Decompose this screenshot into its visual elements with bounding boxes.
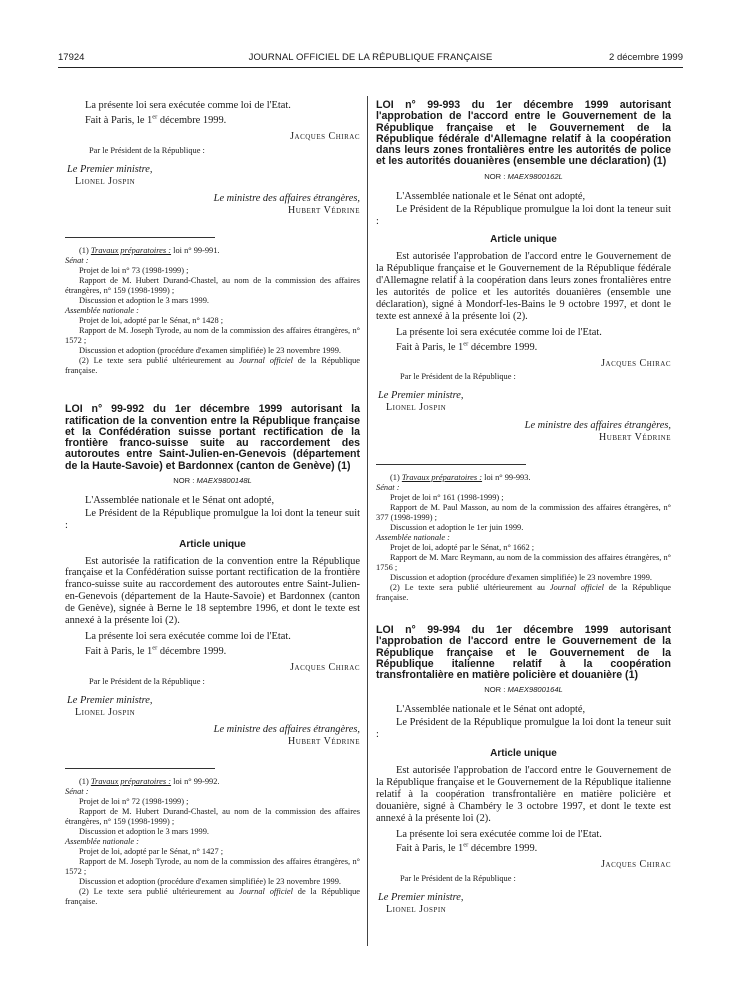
left-column [65, 100, 360, 907]
article-heading: Article unique [179, 538, 246, 550]
footnote-separator [65, 237, 215, 238]
pm-title: Le Premier ministre, [67, 163, 153, 175]
pm-name: Lionel Jospin [386, 402, 447, 414]
adoption-line: L'Assemblée nationale et le Sénat ont adopté, [396, 190, 586, 202]
minister-title: Le ministre des affaires étrangères, [213, 724, 360, 736]
right-column [376, 100, 671, 916]
page-number: 17924 [58, 52, 85, 63]
footnote-separator [65, 768, 215, 769]
journal-title: JOURNAL OFFICIEL DE LA RÉPUBLIQUE FRANÇAISE [248, 52, 493, 63]
fait-a-paris: Fait à Paris, le 1er décembre 1999. [85, 644, 227, 657]
signer-name: Jacques Chirac [601, 357, 671, 369]
header-rule [58, 67, 683, 68]
by-president: Par le Président de la République : [89, 145, 205, 155]
exec-line: La présente loi sera exécutée comme loi de l'Etat. [396, 326, 602, 338]
adoption-line: L'Assemblée nationale et le Sénat ont adopté, [396, 704, 586, 716]
article-heading: Article unique [490, 748, 557, 760]
footnotes-99-993: (1) Travaux préparatoires : loi n° 99-993. Sénat : Projet de loi n° 161 (1998-1999) ; Rapport de M. Paul Masson, au nom de la commission des affaires étrangères, n° 377 (1998-1999) ; Discussion et adoption le 1er juin 1999. Assemblée nationale : Projet de loi, adopté par le Sénat, n° 1662 ; Rapport de M. Marc Reymann, au nom de la commission des affaires étrangères, n° 1756 ; Discussion et adoption (procédure d'examen simplifiée) le 23 novembre 1999. (2) Le texte sera publié ultérieurement au Journal officiel de la République française. [376, 473, 672, 602]
fait-a-paris: Fait à Paris, le 1er décembre 1999. [85, 113, 227, 126]
adoption-line: L'Assemblée nationale et le Sénat ont adopté, [85, 494, 275, 506]
exec-line: La présente loi sera exécutée comme loi de l'Etat. [85, 631, 291, 642]
fait-a-paris: Fait à Paris, le 1er décembre 1999. [396, 340, 538, 353]
exec-line: La présente loi sera exécutée comme loi de l'Etat. [85, 100, 291, 111]
fait-a-paris: Fait à Paris, le 1er décembre 1999. [396, 841, 538, 855]
promulgation-line: Le Président de la République promulgue la loi dont la teneur suit : [376, 203, 671, 227]
pm-title: Le Premier ministre, [378, 892, 464, 904]
page-header [58, 52, 683, 66]
law-title-99-994: LOI n° 99-994 du 1er décembre 1999 autorisant l'approbation de l'accord entre le Gouvernement de la République française et le Gouvernement de la République italienne relatif à la coopération transfrontalière en matière policière et douanière (1) [376, 624, 671, 682]
law-title-99-992: LOI n° 99-992 du 1er décembre 1999 autorisant la ratification de la convention entre la République française et la Confédération suisse portant rectification de la frontière franco-suisse suite au raccordement des autoroutes entre Saint-Julien-en-Genevois (département de la Haute-Savoie) et Bardonnex (canton de Genève) (1) [65, 403, 360, 472]
by-president: Par le Président de la République : [400, 874, 516, 884]
pm-name: Lionel Jospin [386, 904, 447, 916]
article-body: Est autorisée l'approbation de l'accord entre le Gouvernement de la République française et le Gouvernement de la République italienne relatif à la coopération transfrontalière en matière policière et douanière, signé à Chambéry le 3 octobre 1997, et dont le texte est annexé à la présente loi (2). [376, 765, 671, 824]
pm-title: Le Premier ministre, [67, 694, 153, 706]
signer-name: Jacques Chirac [290, 130, 360, 142]
law-title-99-993: LOI n° 99-993 du 1er décembre 1999 autorisant l'approbation de l'accord entre le Gouvernement de la République française et le Gouvernement de la République fédérale d'Allemagne relatif à la coopération dans leurs zones frontalières entre les autorités de police et les autorités douanières (ensemble une déclaration) (1) [376, 99, 671, 168]
minister-name: Hubert Védrine [599, 432, 671, 444]
minister-title: Le ministre des affaires étrangères, [213, 193, 360, 205]
pm-title: Le Premier ministre, [378, 390, 464, 402]
article-heading: Article unique [490, 234, 557, 246]
signer-name: Jacques Chirac [601, 859, 671, 871]
pm-name: Lionel Jospin [75, 706, 136, 718]
nor-reference: NOR : MAEX9800164L [484, 685, 563, 695]
footnotes-99-992: (1) Travaux préparatoires : loi n° 99-992. Sénat : Projet de loi n° 72 (1998-1999) ; Rapport de M. Hubert Durand-Chastel, au nom de la commission des affaires étrangères, n° 159 (1998-1999) ; Discussion et adoption le 3 mars 1999. Assemblée nationale : Projet de loi, adopté par le Sénat, n° 1427 ; Rapport de M. Joseph Tyrode, au nom de la commission des affaires étrangères, n° 1572 ; Discussion et adoption (procédure d'examen simplifiée) le 23 novembre 1999. (2) Le texte sera publié ultérieurement au Journal officiel de la République française. [65, 777, 361, 907]
column-divider [367, 96, 368, 946]
footnotes-99-991: (1) Travaux préparatoires : loi n° 99-991. Sénat : Projet de loi n° 73 (1998-1999) ; Rapport de M. Hubert Durand-Chastel, au nom de la commission des affaires étrangères, n° 159 (1998-1999) ; Discussion et adoption le 3 mars 1999. Assemblée nationale : Projet de loi, adopté par le Sénat, n° 1428 ; Rapport de M. Joseph Tyrode, au nom de la commission des affaires étrangères, n° 1572 ; Discussion et adoption (procédure d'examen simplifiée) le 23 novembre 1999. (2) Le texte sera publié ultérieurement au Journal officiel de la République française. [65, 246, 361, 376]
minister-name: Hubert Védrine [288, 736, 360, 748]
pm-name: Lionel Jospin [75, 175, 136, 187]
by-president: Par le Président de la République : [400, 372, 516, 382]
promulgation-line: Le Président de la République promulgue la loi dont la teneur suit : [65, 507, 360, 531]
signer-name: Jacques Chirac [290, 661, 360, 673]
article-body: Est autorisée l'approbation de l'accord entre le Gouvernement de la République française et le Gouvernement de la République fédérale d'Allemagne relatif à la coopération dans leurs zones frontalières entre les autorités de police et les autorités douanières (ensemble une déclaration), signé à Mondorf-les-Bains le 9 octobre 1997, et dont le texte est annexé à la présente loi (2). [376, 251, 671, 322]
exec-line: La présente loi sera exécutée comme loi de l'Etat. [396, 828, 602, 840]
issue-date: 2 décembre 1999 [609, 52, 683, 63]
footnote-separator [376, 464, 526, 465]
by-president: Par le Président de la République : [89, 676, 205, 686]
minister-title: Le ministre des affaires étrangères, [524, 420, 671, 432]
nor-reference: NOR : MAEX9800148L [173, 476, 252, 486]
promulgation-line: Le Président de la République promulgue la loi dont la teneur suit : [376, 717, 671, 741]
article-body: Est autorisée la ratification de la convention entre la République française et la Confédération suisse portant rectification de la frontière franco-suisse suite au raccordement des autoroutes entre Saint-Julien-en-Genevois (département de la Haute-Savoie) et Bardonnex (canton de Genève), signée à Berne le 18 septembre 1996, et dont le texte est annexé à la présente loi (2). [65, 555, 360, 627]
nor-reference: NOR : MAEX9800162L [484, 171, 563, 181]
minister-name: Hubert Védrine [288, 205, 360, 217]
